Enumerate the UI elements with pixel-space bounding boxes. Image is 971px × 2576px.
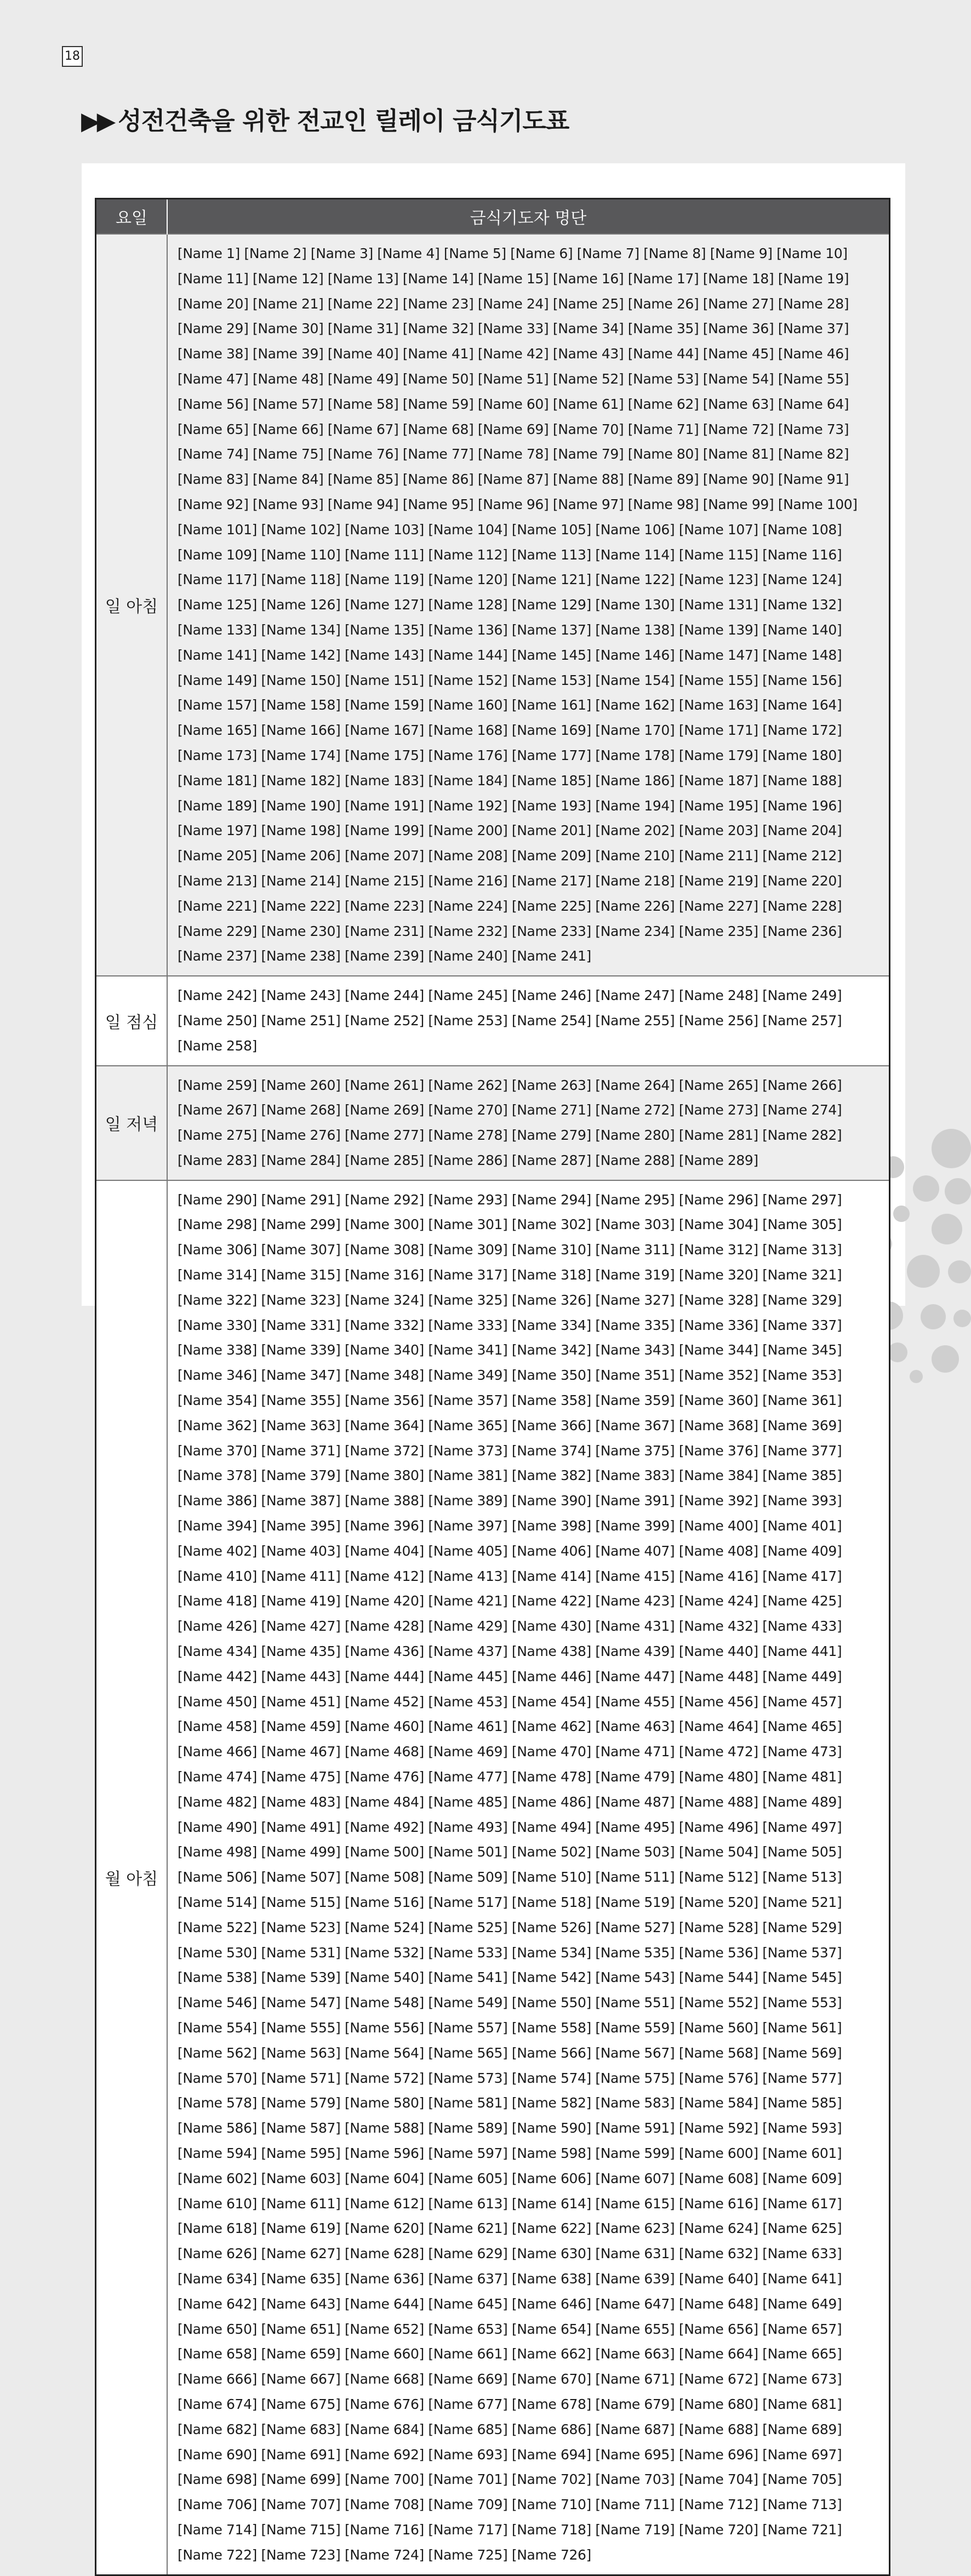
day-cell: 일 점심 xyxy=(96,976,168,1065)
column-header-day: 요일 xyxy=(96,199,168,235)
table-row xyxy=(96,1180,890,2575)
page-title xyxy=(81,101,569,136)
day-cell: 일 아침 xyxy=(96,234,168,976)
table-row xyxy=(96,234,890,976)
page-number: 18 xyxy=(62,46,83,67)
table-header-row xyxy=(96,199,890,235)
table-row xyxy=(96,1066,890,1180)
names-cell: [Name 1] [Name 2] [Name 3] [Name 4] [Name 5] [Name 6] [Name 7] [Name 8] [Name 9] [Name 10] [Name 11] [Name 12] [Name 13] [Name 14] [Name 15] [Name 16] [Name 17] [Name 18] [Name 19] [Name 20] [Name 21] [Name 22] [Name 23] [Name 24] [Name 25] [Name 26] [Name 27] [Name 28] [Name 29] [Name 30] [Name 31] [Name 32] [Name 33] [Name 34] [Name 35] [Name 36] [Name 37] [Name 38] [Name 39] [Name 40] [Name 41] [Name 42] [Name 43] [Name 44] [Name 45] [Name 46] [Name 47] [Name 48] [Name 49] [Name 50] [Name 51] [Name 52] [Name 53] [Name 54] [Name 55] [Name 56] [Name 57] [Name 58] [Name 59] [Name 60] [Name 61] [Name 62] [Name 63] [Name 64] [Name 65] [Name 66] [Name 67] [Name 68] [Name 69] [Name 70] [Name 71] [Name 72] [Name 73] [Name 74] [Name 75] [Name 76] [Name 77] [Name 78] [Name 79] [Name 80] [Name 81] [Name 82] [Name 83] [Name 84] [Name 85] [Name 86] [Name 87] [Name 88] [Name 89] [Name 90] [Name 91] [Name 92] [Name 93] [Name 94] [Name 95] [Name 96] [Name 97] [Name 98] [Name 99] [Name 100] [Name 101] [Name 102] [Name 103] [Name 104] [Name 105] [Name 106] [Name 107] [Name 108] [Name 109] [Name 110] [Name 111] [Name 112] [Name 113] [Name 114] [Name 115] [Name 116] [Name 117] [Name 118] [Name 119] [Name 120] [Name 121] [Name 122] [Name 123] [Name 124] [Name 125] [Name 126] [Name 127] [Name 128] [Name 129] [Name 130] [Name 131] [Name 132] [Name 133] [Name 134] [Name 135] [Name 136] [Name 137] [Name 138] [Name 139] [Name 140] [Name 141] [Name 142] [Name 143] [Name 144] [Name 145] [Name 146] [Name 147] [Name 148] [Name 149] [Name 150] [Name 151] [Name 152] [Name 153] [Name 154] [Name 155] [Name 156] [Name 157] [Name 158] [Name 159] [Name 160] [Name 161] [Name 162] [Name 163] [Name 164] [Name 165] [Name 166] [Name 167] [Name 168] [Name 169] [Name 170] [Name 171] [Name 172] [Name 173] [Name 174] [Name 175] [Name 176] [Name 177] [Name 178] [Name 179] [Name 180] [Name 181] [Name 182] [Name 183] [Name 184] [Name 185] [Name 186] [Name 187] [Name 188] [Name 189] [Name 190] [Name 191] [Name 192] [Name 193] [Name 194] [Name 195] [Name 196] [Name 197] [Name 198] [Name 199] [Name 200] [Name 201] [Name 202] [Name 203] [Name 204] [Name 205] [Name 206] [Name 207] [Name 208] [Name 209] [Name 210] [Name 211] [Name 212] [Name 213] [Name 214] [Name 215] [Name 216] [Name 217] [Name 218] [Name 219] [Name 220] [Name 221] [Name 222] [Name 223] [Name 224] [Name 225] [Name 226] [Name 227] [Name 228] [Name 229] [Name 230] [Name 231] [Name 232] [Name 233] [Name 234] [Name 235] [Name 236] [Name 237] [Name 238] [Name 239] [Name 240] [Name 241] xyxy=(167,234,890,976)
names-cell: [Name 242] [Name 243] [Name 244] [Name 245] [Name 246] [Name 247] [Name 248] [Name 249] [Name 250] [Name 251] [Name 252] [Name 253] [Name 254] [Name 255] [Name 256] [Name 257] [Name 258] xyxy=(167,976,890,1065)
day-cell: 월 아침 xyxy=(96,1180,168,2575)
names-cell: [Name 290] [Name 291] [Name 292] [Name 293] [Name 294] [Name 295] [Name 296] [Name 297] [Name 298] [Name 299] [Name 300] [Name 301] [Name 302] [Name 303] [Name 304] [Name 305] [Name 306] [Name 307] [Name 308] [Name 309] [Name 310] [Name 311] [Name 312] [Name 313] [Name 314] [Name 315] [Name 316] [Name 317] [Name 318] [Name 319] [Name 320] [Name 321] [Name 322] [Name 323] [Name 324] [Name 325] [Name 326] [Name 327] [Name 328] [Name 329] [Name 330] [Name 331] [Name 332] [Name 333] [Name 334] [Name 335] [Name 336] [Name 337] [Name 338] [Name 339] [Name 340] [Name 341] [Name 342] [Name 343] [Name 344] [Name 345] [Name 346] [Name 347] [Name 348] [Name 349] [Name 350] [Name 351] [Name 352] [Name 353] [Name 354] [Name 355] [Name 356] [Name 357] [Name 358] [Name 359] [Name 360] [Name 361] [Name 362] [Name 363] [Name 364] [Name 365] [Name 366] [Name 367] [Name 368] [Name 369] [Name 370] [Name 371] [Name 372] [Name 373] [Name 374] [Name 375] [Name 376] [Name 377] [Name 378] [Name 379] [Name 380] [Name 381] [Name 382] [Name 383] [Name 384] [Name 385] [Name 386] [Name 387] [Name 388] [Name 389] [Name 390] [Name 391] [Name 392] [Name 393] [Name 394] [Name 395] [Name 396] [Name 397] [Name 398] [Name 399] [Name 400] [Name 401] [Name 402] [Name 403] [Name 404] [Name 405] [Name 406] [Name 407] [Name 408] [Name 409] [Name 410] [Name 411] [Name 412] [Name 413] [Name 414] [Name 415] [Name 416] [Name 417] [Name 418] [Name 419] [Name 420] [Name 421] [Name 422] [Name 423] [Name 424] [Name 425] [Name 426] [Name 427] [Name 428] [Name 429] [Name 430] [Name 431] [Name 432] [Name 433] [Name 434] [Name 435] [Name 436] [Name 437] [Name 438] [Name 439] [Name 440] [Name 441] [Name 442] [Name 443] [Name 444] [Name 445] [Name 446] [Name 447] [Name 448] [Name 449] [Name 450] [Name 451] [Name 452] [Name 453] [Name 454] [Name 455] [Name 456] [Name 457] [Name 458] [Name 459] [Name 460] [Name 461] [Name 462] [Name 463] [Name 464] [Name 465] [Name 466] [Name 467] [Name 468] [Name 469] [Name 470] [Name 471] [Name 472] [Name 473] [Name 474] [Name 475] [Name 476] [Name 477] [Name 478] [Name 479] [Name 480] [Name 481] [Name 482] [Name 483] [Name 484] [Name 485] [Name 486] [Name 487] [Name 488] [Name 489] [Name 490] [Name 491] [Name 492] [Name 493] [Name 494] [Name 495] [Name 496] [Name 497] [Name 498] [Name 499] [Name 500] [Name 501] [Name 502] [Name 503] [Name 504] [Name 505] [Name 506] [Name 507] [Name 508] [Name 509] [Name 510] [Name 511] [Name 512] [Name 513] [Name 514] [Name 515] [Name 516] [Name 517] [Name 518] [Name 519] [Name 520] [Name 521] [Name 522] [Name 523] [Name 524] [Name 525] [Name 526] [Name 527] [Name 528] [Name 529] [Name 530] [Name 531] [Name 532] [Name 533] [Name 534] [Name 535] [Name 536] [Name 537] [Name 538] [Name 539] [Name 540] [Name 541] [Name 542] [Name 543] [Name 544] [Name 545] [Name 546] [Name 547] [Name 548] [Name 549] [Name 550] [Name 551] [Name 552] [Name 553] [Name 554] [Name 555] [Name 556] [Name 557] [Name 558] [Name 559] [Name 560] [Name 561] [Name 562] [Name 563] [Name 564] [Name 565] [Name 566] [Name 567] [Name 568] [Name 569] [Name 570] [Name 571] [Name 572] [Name 573] [Name 574] [Name 575] [Name 576] [Name 577] [Name 578] [Name 579] [Name 580] [Name 581] [Name 582] [Name 583] [Name 584] [Name 585] [Name 586] [Name 587] [Name 588] [Name 589] [Name 590] [Name 591] [Name 592] [Name 593] [Name 594] [Name 595] [Name 596] [Name 597] [Name 598] [Name 599] [Name 600] [Name 601] [Name 602] [Name 603] [Name 604] [Name 605] [Name 606] [Name 607] [Name 608] [Name 609] [Name 610] [Name 611] [Name 612] [Name 613] [Name 614] [Name 615] [Name 616] [Name 617] [Name 618] [Name 619] [Name 620] [Name 621] [Name 622] [Name 623] [Name 624] [Name 625] [Name 626] [Name 627] [Name 628] [Name 629] [Name 630] [Name 631] [Name 632] [Name 633] [Name 634] [Name 635] [Name 636] [Name 637] [Name 638] [Name 639] [Name 640] [Name 641] [Name 642] [Name 643] [Name 644] [Name 645] [Name 646] [Name 647] [Name 648] [Name 649] [Name 650] [Name 651] [Name 652] [Name 653] [Name 654] [Name 655] [Name 656] [Name 657] [Name 658] [Name 659] [Name 660] [Name 661] [Name 662] [Name 663] [Name 664] [Name 665] [Name 666] [Name 667] [Name 668] [Name 669] [Name 670] [Name 671] [Name 672] [Name 673] [Name 674] [Name 675] [Name 676] [Name 677] [Name 678] [Name 679] [Name 680] [Name 681] [Name 682] [Name 683] [Name 684] [Name 685] [Name 686] [Name 687] [Name 688] [Name 689] [Name 690] [Name 691] [Name 692] [Name 693] [Name 694] [Name 695] [Name 696] [Name 697] [Name 698] [Name 699] [Name 700] [Name 701] [Name 702] [Name 703] [Name 704] [Name 705] [Name 706] [Name 707] [Name 708] [Name 709] [Name 710] [Name 711] [Name 712] [Name 713] [Name 714] [Name 715] [Name 716] [Name 717] [Name 718] [Name 719] [Name 720] [Name 721] [Name 722] [Name 723] [Name 724] [Name 725] [Name 726] xyxy=(167,1180,890,2575)
page-title-text: 성전건축을 위한 전교인 릴레이 금식기도표 xyxy=(118,106,569,135)
fasting-roster-table xyxy=(95,198,890,2576)
column-header-names: 금식기도자 명단 xyxy=(167,199,890,235)
names-cell: [Name 259] [Name 260] [Name 261] [Name 262] [Name 263] [Name 264] [Name 265] [Name 266] [Name 267] [Name 268] [Name 269] [Name 270] [Name 271] [Name 272] [Name 273] [Name 274] [Name 275] [Name 276] [Name 277] [Name 278] [Name 279] [Name 280] [Name 281] [Name 282] [Name 283] [Name 284] [Name 285] [Name 286] [Name 287] [Name 288] [Name 289] xyxy=(167,1066,890,1180)
arrow-icon: ▶▶ xyxy=(81,106,113,135)
day-cell: 일 저녁 xyxy=(96,1066,168,1180)
table-row xyxy=(96,976,890,1065)
